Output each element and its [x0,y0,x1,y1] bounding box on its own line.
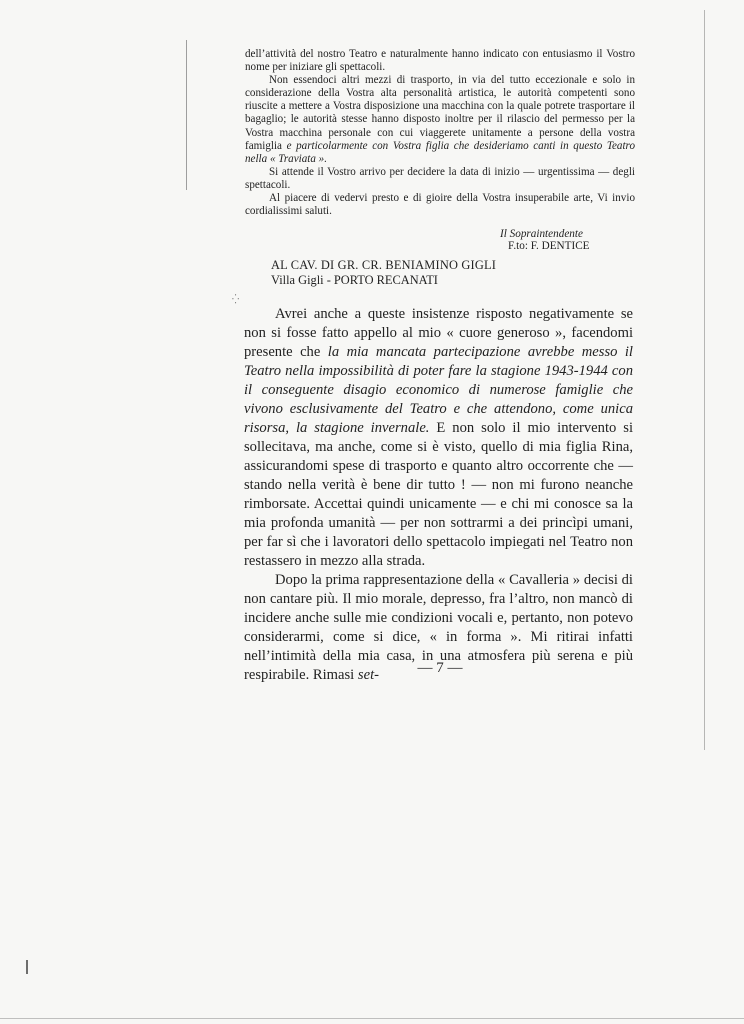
body-text-run: Dopo la prima rappresentazione della « Cavalleria » decisi di non cantare più. Il mio morale, depresso, fra l’altro, non mancò di incidere anche sulle mie condizioni vocali e, pertanto, non potevo considerarmi, come si dice, « in forma ». Mi ritirai infatti nell’intimità della mia casa, in una atmosfera più serena e più respirabile. Rimasi [244,572,633,683]
body-text [244,305,633,685]
letter-paragraph [245,74,635,166]
signature-title: Il Sopraintendente [500,228,583,240]
address-line-2: Villa Gigli - PORTO RECANATI [271,273,438,287]
letter-italic-text: e particolarmente con Vostra figlia che desideriamo canti in questo Teatro nella « Traviata ». [245,139,635,165]
scan-artifact-mark [26,960,28,974]
scan-artifact-speck: ⁛ [232,294,240,304]
body-paragraph [244,305,633,571]
quoted-letter [245,48,635,218]
body-italic-run: set- [357,667,379,683]
letter-paragraph: Si attende il Vostro arrivo per decidere la data di inizio — urgentissima — degli spettacoli. [245,165,635,191]
address-line-1: AL CAV. DI GR. CR. BENIAMINO GIGLI [271,258,497,272]
signature-name: F.to: F. DENTICE [508,240,590,252]
body-text-run: Avrei anche a queste insistenze risposto negativamente se non si fosse fatto appello al mio « cuore generoso », facendomi presente che [244,306,633,360]
letter-paragraph: dell’attività del nostro Teatro e naturalmente hanno indicato con entusiasmo il Vostro nome per iniziare gli spettacoli. [245,48,635,74]
body-italic-run: la mia mancata partecipazione avrebbe messo il Teatro nella impossibilità di poter fare la stagione 1943-1944 con il conseguente disagio economico di numerose famiglie che vivono esclusivamente del Teatro e che attendono, come unica risorsa, la stagione invernale. [244,344,633,436]
letter-text: Non essendoci altri mezzi di trasporto, in via del tutto eccezionale e solo in considerazione della Vostra alta personalità artistica, le autorità competenti sono riuscite a mettere a Vostra disposizione una macchina con la quale potrete trasportare il bagaglio; le autorità stesse hanno disposto inoltre per il rilascio del permesso per la Vostra macchina personale con cui viaggerete unitamente a persone della vostra famiglia [245,74,635,152]
page-number: — 7 — [417,660,463,676]
scan-artifact-edge [0,1018,744,1019]
scan-artifact-line [186,40,187,190]
body-text-run: E non solo il mio intervento si sollecitava, ma anche, come si è visto, quello di mia figlia Rina, assicurandomi spese di trasporto e quanto altro occorrente che — stando nella verità è bene dir tutto ! — non mi furono neanche rimborsate. Accettai quindi unicamente — e chi mi conosce sa la mia profonda umanità — per non sottrarmi a dei princìpi umani, per far sì che i lavoratori dello spettacolo impiegati nel Teatro non restassero in mezzo alla strada. [244,420,633,569]
letter-paragraph: Al piacere di vedervi presto e di gioire della Vostra insuperabile arte, Vi invio cordialissimi saluti. [245,192,635,218]
scan-artifact-line [704,10,705,750]
